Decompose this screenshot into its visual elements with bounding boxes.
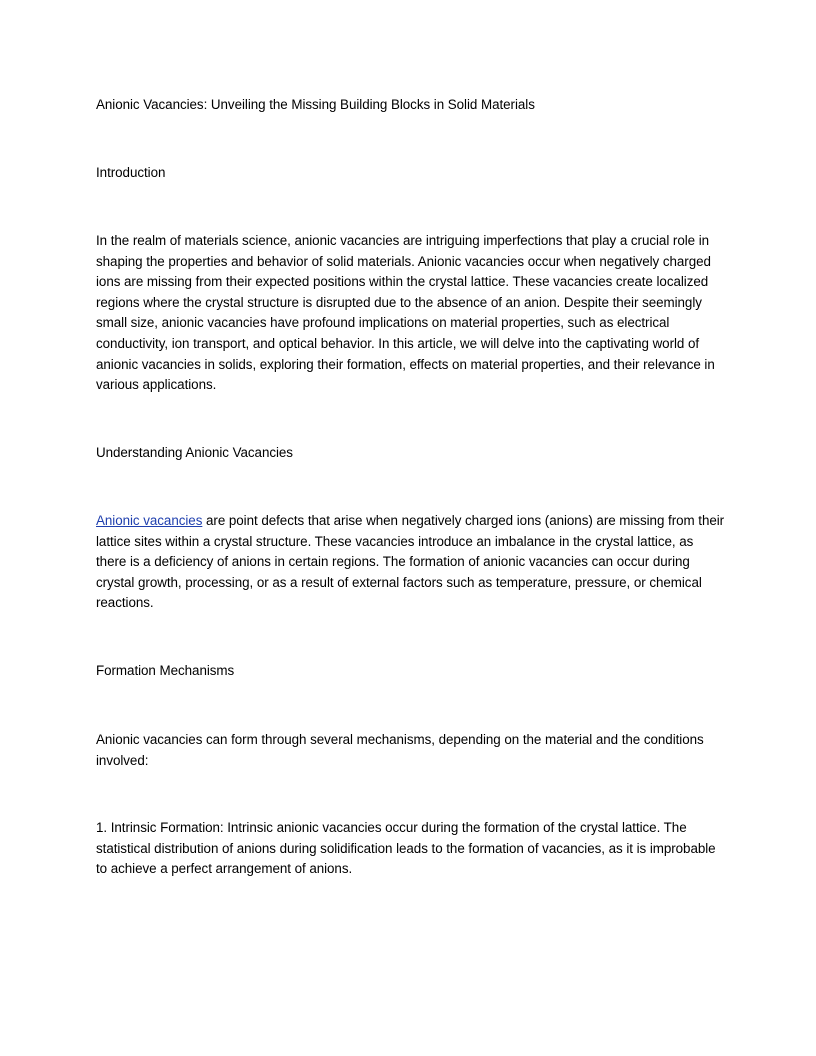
section-heading-understanding: Understanding Anionic Vacancies xyxy=(96,445,293,460)
document-title: Anionic Vacancies: Unveiling the Missing Building Blocks in Solid Materials xyxy=(96,97,535,112)
introduction-paragraph: In the realm of materials science, anionic vacancies are intriguing imperfections that play a crucial role in shaping the properties and behavior of solid materials. Anionic vacancies occur when negatively charged ions are missing from their expected positions within the crystal lattice. These vacancies create localized regions where the crystal structure is disrupted due to the absence of an anion. Despite their seemingly small size, anionic vacancies have profound implications on material properties, such as electrical conductivity, ion transport, and optical behavior. In this article, we will delve into the captivating world of anionic vacancies in solids, exploring their formation, effects on material properties, and their relevance in various applications. xyxy=(96,233,715,393)
formation-item-intrinsic: 1. Intrinsic Formation: Intrinsic anionic vacancies occur during the formation of the crystal lattice. The statistical distribution of anions during solidification leads to the formation of vacancies, as it is improbable to achieve a perfect arrangement of anions. xyxy=(96,820,716,877)
understanding-paragraph-text: are point defects that arise when negatively charged ions (anions) are missing from their lattice sites within a crystal structure. These vacancies introduce an imbalance in the crystal lattice, as there is a deficiency of anions in certain regions. The formation of anionic vacancies can occur during crystal growth, processing, or as a result of external factors such as temperature, pressure, or chemical reactions. xyxy=(96,513,725,611)
anionic-vacancies-link[interactable]: Anionic vacancies xyxy=(96,513,203,528)
section-heading-introduction: Introduction xyxy=(96,165,166,180)
formation-intro-paragraph: Anionic vacancies can form through several mechanisms, depending on the material and the conditions involved: xyxy=(96,732,704,768)
section-heading-formation: Formation Mechanisms xyxy=(96,663,235,678)
understanding-paragraph xyxy=(96,511,726,614)
